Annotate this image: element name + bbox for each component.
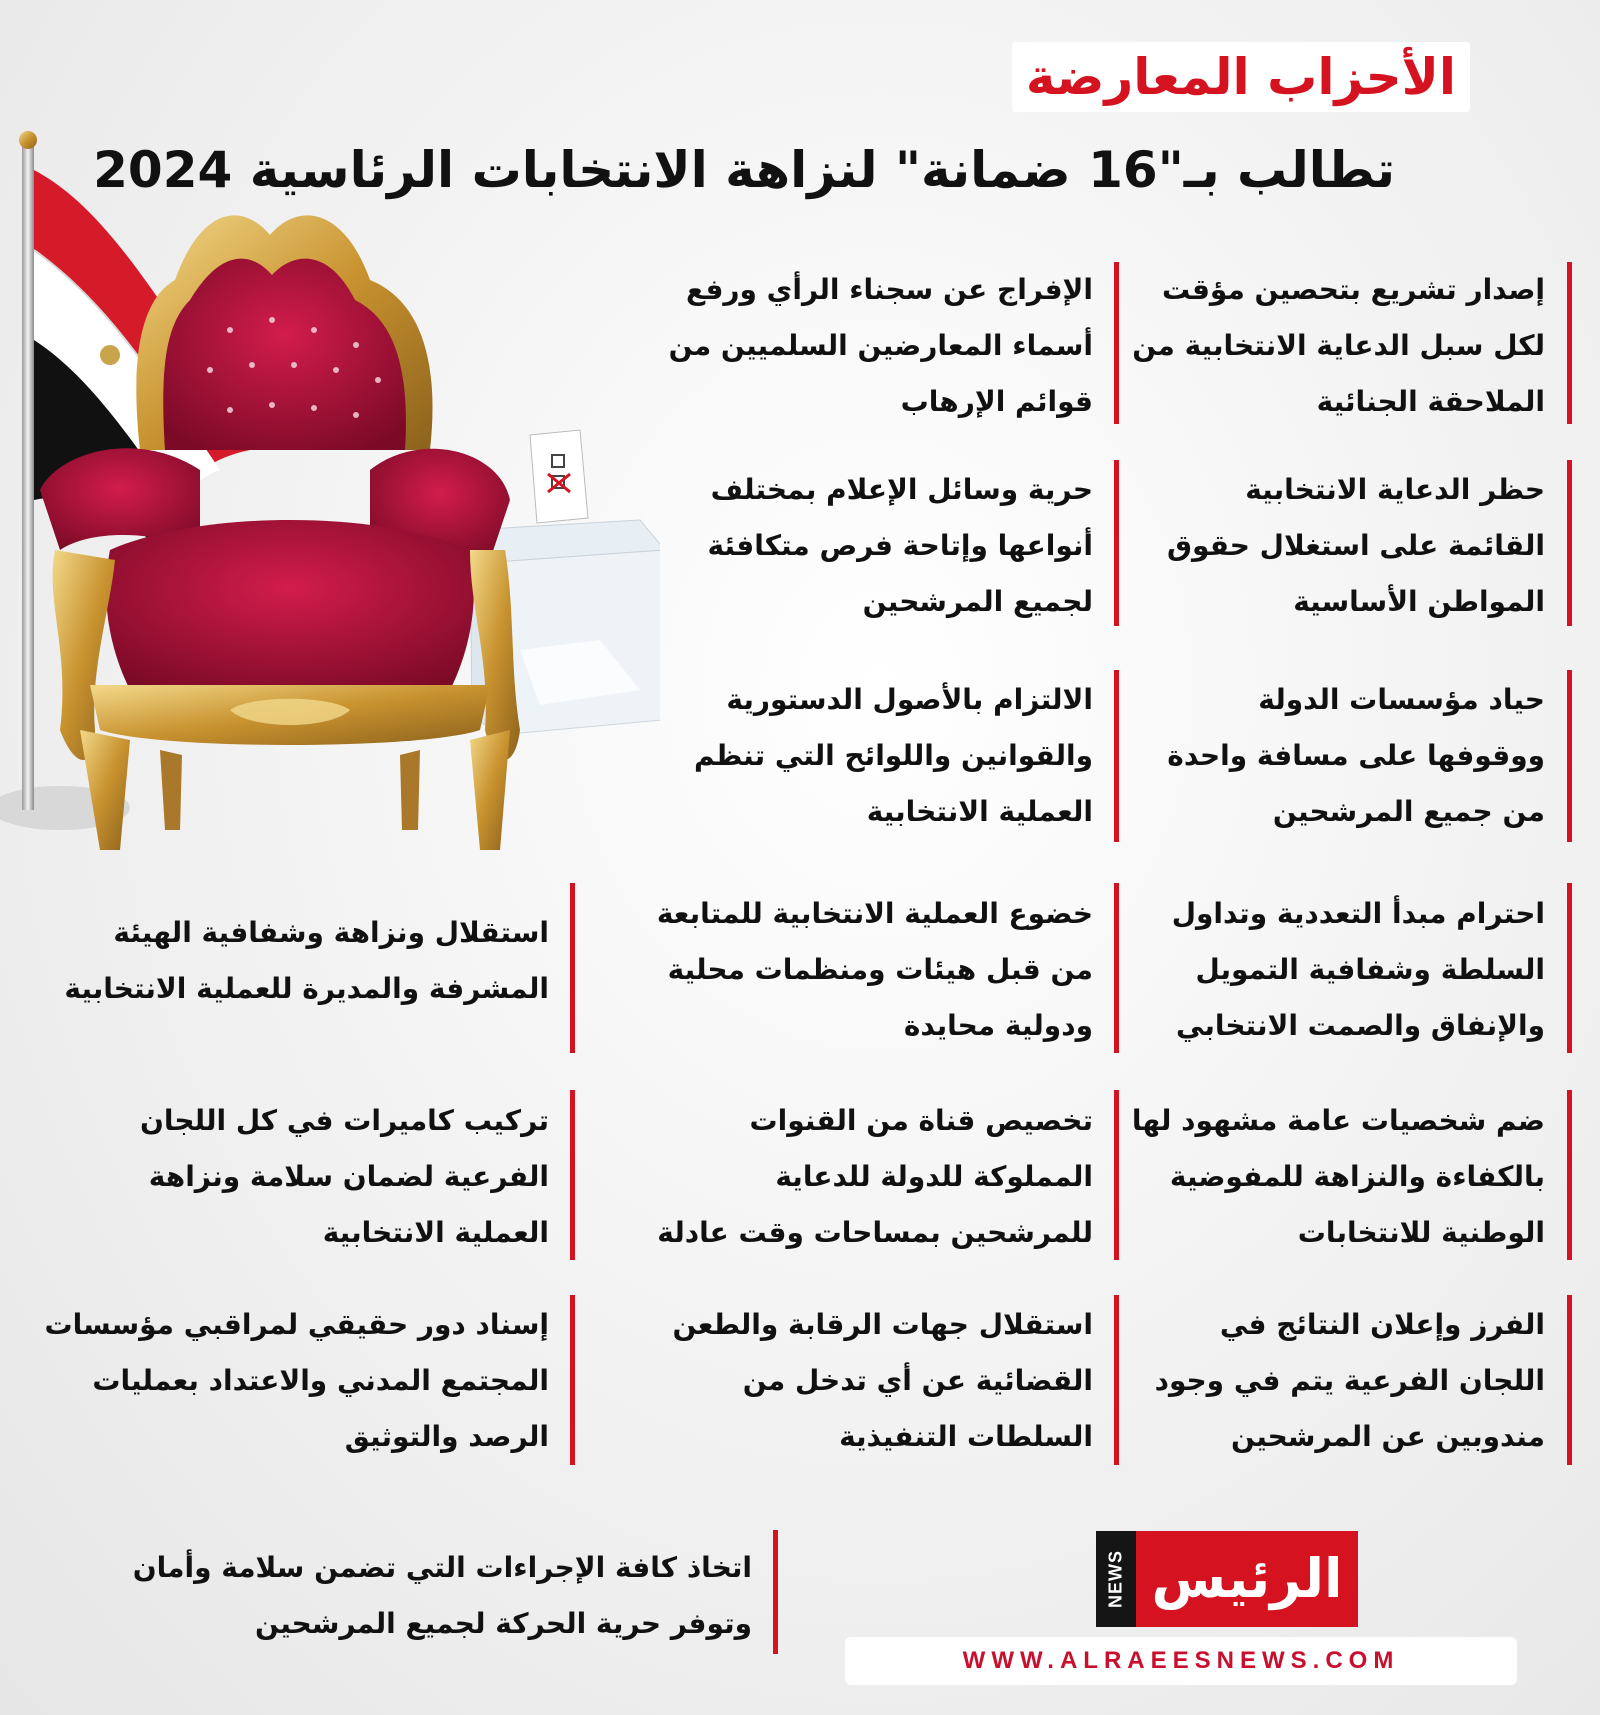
demand-item: الفرز وإعلان النتائج في اللجان الفرعية يتم في وجود مندوبين عن المرشحين: [1154, 1308, 1545, 1453]
accent-bar: [773, 1530, 778, 1654]
demand-item: حرية وسائل الإعلام بمختلف أنواعها وإتاحة فرص متكافئة لجميع المرشحين: [707, 473, 1093, 618]
accent-bar: [570, 1295, 575, 1465]
news-text: NEWS: [1105, 1550, 1126, 1608]
accent-bar: [570, 1090, 575, 1260]
demand-item: اتخاذ كافة الإجراءات التي تضمن سلامة وأمان وتوفر حرية الحركة لجميع المرشحين: [132, 1551, 752, 1640]
demand-item: إسناد دور حقيقي لمراقبي مؤسسات المجتمع المدني والاعتداد بعمليات الرصد والتوثيق: [44, 1308, 549, 1453]
accent-bar: [1114, 883, 1119, 1053]
accent-bar: [570, 883, 575, 1053]
demand-item: استقلال ونزاهة وشفافية الهيئة المشرفة والمديرة للعملية الانتخابية: [64, 916, 549, 1005]
accent-bar: [1114, 1295, 1119, 1465]
accent-bar: [1567, 1090, 1572, 1260]
demand-item: تركيب كاميرات في كل اللجان الفرعية لضمان سلامة ونزاهة العملية الانتخابية: [139, 1104, 549, 1249]
accent-bar: [1567, 262, 1572, 424]
demand-item: ضم شخصيات عامة مشهود لها بالكفاءة والنزاهة للمفوضية الوطنية للانتخابات: [1131, 1104, 1545, 1249]
accent-bar: [1567, 460, 1572, 626]
website-url[interactable]: WWW.ALRAEESNEWS.COM: [962, 1647, 1400, 1674]
demand-item: خضوع العملية الانتخابية للمتابعة من قبل هيئات ومنظمات محلية ودولية محايدة: [656, 897, 1093, 1042]
brand-logo: الرئيس: [1136, 1531, 1358, 1627]
accent-bar: [1114, 670, 1119, 842]
accent-bar: [1567, 883, 1572, 1053]
accent-bar: [1567, 1295, 1572, 1465]
accent-bar: [1114, 460, 1119, 626]
demand-item: تخصيص قناة من القنوات المملوكة للدولة للدعاية للمرشحين بمساحات وقت عادلة: [657, 1104, 1093, 1249]
subtitle: تطالب بـ"16 ضمانة" لنزاهة الانتخابات الرئاسية 2024: [93, 141, 1395, 199]
main-title: الأحزاب المعارضة: [1012, 42, 1470, 112]
demand-item: استقلال جهات الرقابة والطعن القضائية عن أي تدخل من السلطات التنفيذية: [672, 1308, 1093, 1453]
demand-item: إصدار تشريع بتحصين مؤقت لكل سبل الدعاية الانتخابية من الملاحقة الجنائية: [1132, 273, 1545, 418]
accent-bar: [1567, 670, 1572, 842]
demand-item: الالتزام بالأصول الدستورية والقوانين واللوائح التي تنظم العملية الانتخابية: [693, 683, 1093, 828]
demand-item: احترام مبدأ التعددية وتداول السلطة وشفافية التمويل والإنفاق والصمت الانتخابي: [1171, 897, 1545, 1042]
throne-illustration: [0, 130, 660, 890]
demand-item: حظر الدعاية الانتخابية القائمة على استغلال حقوق المواطن الأساسية: [1166, 473, 1545, 618]
demand-item: حياد مؤسسات الدولة ووقوفها على مسافة واحدة من جميع المرشحين: [1167, 683, 1545, 828]
accent-bar: [1114, 1090, 1119, 1260]
accent-bar: [1114, 262, 1119, 424]
demand-item: الإفراج عن سجناء الرأي ورفع أسماء المعارضين السلميين من قوائم الإرهاب: [668, 273, 1093, 418]
news-label: [1096, 1531, 1136, 1627]
